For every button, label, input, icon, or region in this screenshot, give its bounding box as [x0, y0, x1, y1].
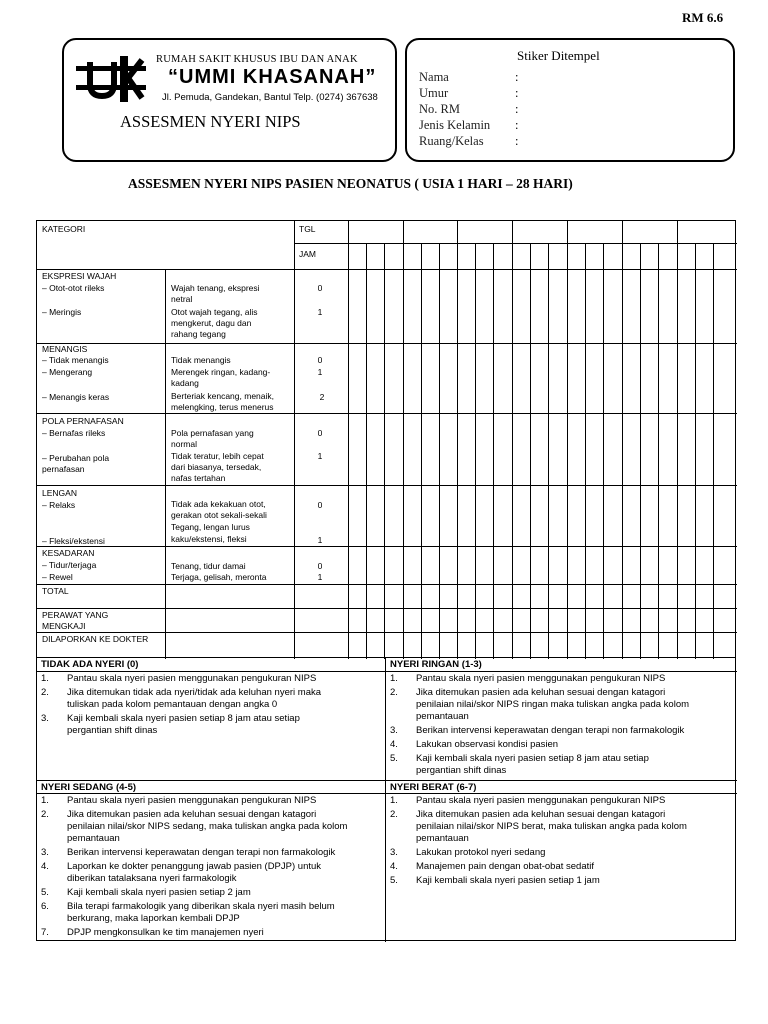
- category-desc: Berteriak kencang, menaik,: [171, 391, 274, 401]
- category-desc: Terjaga, gelisah, meronta: [171, 572, 267, 582]
- score-value: 1: [317, 535, 323, 545]
- guidance-item: [390, 809, 720, 845]
- hospital-type: RUMAH SAKIT KHUSUS IBU DAN ANAK: [156, 54, 358, 65]
- score-value: 0: [317, 428, 323, 438]
- category-desc: Merengek ringan, kadang-: [171, 367, 271, 377]
- grid-line: [585, 243, 586, 659]
- sticker-title: Stiker Ditempel: [517, 48, 600, 63]
- guidance-item-number: 4.: [390, 861, 398, 872]
- guidance-item-text: tuliskan pada kolom pemantauan dengan angka 0: [67, 699, 278, 710]
- guidance-item: [390, 673, 720, 685]
- category-label: pernafasan: [42, 464, 85, 474]
- category-label: – Meringis: [42, 307, 82, 317]
- category-desc: Tegang, lengan lurus: [171, 522, 250, 532]
- grid-line: [37, 632, 737, 633]
- guidance-item-number: 4.: [41, 861, 49, 872]
- row-perawat: MENGKAJI: [42, 621, 86, 631]
- grid-line: [457, 221, 458, 659]
- grid-line: [622, 221, 623, 659]
- guidance-item-text: DPJP mengkonsulkan ke tim manajemen nyeri: [67, 927, 264, 938]
- grid-line: [37, 485, 737, 486]
- category-desc: Tenang, tidur damai: [171, 561, 246, 571]
- guidance-item-text: diberikan tatalaksana nyeri farmakologik: [67, 873, 237, 884]
- guidance-item-text: Jika ditemukan pasien ada keluhan sesuai dengan katagori: [416, 809, 666, 820]
- grid-line: [713, 243, 714, 659]
- guidance-item: [390, 753, 720, 777]
- row-perawat: PERAWAT YANG: [42, 610, 109, 620]
- guidance-item: [390, 795, 720, 807]
- guidance-item-number: 1.: [41, 673, 49, 684]
- category-label: – Menangis keras: [42, 392, 110, 402]
- hospital-header-box: [62, 38, 397, 162]
- category-label: – Mengerang: [42, 367, 93, 377]
- grid-line: [294, 243, 737, 244]
- grid-line: [530, 243, 531, 659]
- category-label: – Bernafas rileks: [42, 428, 106, 438]
- guidance-item-number: 3.: [390, 847, 398, 858]
- grid-line: [294, 221, 295, 659]
- guidance-item-text: pergantian shift dinas: [67, 725, 158, 736]
- grid-line: [493, 243, 494, 659]
- guidance-item-text: Manajemen pain dengan obat-obat sedatif: [416, 861, 594, 872]
- guidance-item-number: 6.: [41, 901, 49, 912]
- grid-line: [348, 221, 349, 659]
- grid-line: [677, 221, 678, 659]
- grid-line: [439, 243, 440, 659]
- category-desc: kadang: [171, 378, 199, 388]
- score-value: 0: [317, 283, 323, 293]
- guidance-section: [36, 657, 736, 941]
- guidance-item-number: 2.: [390, 809, 398, 820]
- guidance-item-text: penilaian nilai/skor NIPS berat, maka tuliskan angka pada kolom: [416, 821, 687, 832]
- grid-line: [37, 584, 737, 585]
- guidance-item-text: Lakukan observasi kondisi pasien: [416, 739, 559, 750]
- row-dilaporkan: DILAPORKAN KE DOKTER: [42, 634, 149, 644]
- grid-line: [37, 608, 737, 609]
- guidance-item: [41, 927, 371, 939]
- category-label: – Tidur/terjaga: [42, 560, 97, 570]
- guidance-item: [41, 713, 371, 737]
- guidance-item: [390, 687, 720, 723]
- grid-line: [421, 243, 422, 659]
- guidance-item-text: penilaian nilai/skor NIPS ringan maka tuliskan angka pada kolom: [416, 699, 690, 710]
- patient-sticker-box: [405, 38, 735, 162]
- category-label: – Otot-otot rileks: [42, 283, 105, 293]
- guidance-item: [41, 809, 371, 845]
- grid-line: [37, 546, 737, 547]
- grid-line: [475, 243, 476, 659]
- sticker-field-ruang-kelas: Ruang/Kelas: [419, 134, 484, 148]
- grid-line: [165, 269, 166, 609]
- guidance-item-text: Kaji kembali skala nyeri pasien setiap 2 jam: [67, 887, 251, 898]
- guidance-item: [390, 861, 720, 873]
- grid-line: [37, 793, 737, 794]
- category-desc: Tidak menangis: [171, 355, 231, 365]
- guidance-item-text: Pantau skala nyeri pasien menggunakan pengukuran NIPS: [67, 795, 317, 806]
- guidance-item-text: penilaian nilai/skor NIPS sedang, maka tuliskan angka pada kolom: [67, 821, 348, 832]
- guidance-item-number: 2.: [41, 687, 49, 698]
- grid-line: [658, 243, 659, 659]
- grid-line: [37, 413, 737, 414]
- guidance-item-text: Laporkan ke dokter penanggung jawab pasien (DPJP) untuk: [67, 861, 322, 872]
- category-desc: Pola pernafasan yang: [171, 428, 254, 438]
- guidance-item: [41, 795, 371, 807]
- guidance-item: [390, 875, 720, 887]
- score-value: 0: [317, 500, 323, 510]
- sticker-colon: :: [515, 70, 519, 84]
- category-desc: Wajah tenang, ekspresi: [171, 283, 260, 293]
- sticker-colon: :: [515, 102, 519, 116]
- grid-line: [512, 221, 513, 659]
- guidance-item-text: Pantau skala nyeri pasien menggunakan pengukuran NIPS: [416, 673, 666, 684]
- category-label: – Relaks: [42, 500, 76, 510]
- sticker-colon: :: [515, 134, 519, 148]
- grid-line: [385, 658, 386, 942]
- grid-line: [695, 243, 696, 659]
- guidance-item-text: Kaji kembali skala nyeri pasien setiap 1 jam: [416, 875, 600, 886]
- guidance-item-number: 5.: [390, 875, 398, 886]
- section-ekspresi-wajah: EKSPRESI WAJAH: [42, 271, 117, 281]
- guidance-item: [41, 861, 371, 885]
- tidak-ada-nyeri-title: TIDAK ADA NYERI (0): [41, 659, 139, 670]
- category-desc: Tidak teratur, lebih cepat: [171, 451, 264, 461]
- sticker-field-no-rm: No. RM: [419, 102, 460, 116]
- grid-line: [37, 780, 737, 781]
- score-value: 2: [319, 392, 325, 402]
- guidance-item-text: Jika ditemukan pasien ada keluhan sesuai dengan katagori: [67, 809, 317, 820]
- sticker-colon: :: [515, 118, 519, 132]
- category-desc: kaku/ekstensi, fleksi: [171, 534, 247, 544]
- sticker-colon: :: [515, 86, 519, 100]
- guidance-item: [41, 847, 371, 859]
- guidance-item-number: 1.: [390, 673, 398, 684]
- sticker-field-umur: Umur: [419, 86, 449, 100]
- section-kesadaran: KESADARAN: [42, 548, 95, 558]
- guidance-item-text: Berikan intervensi keperawatan dengan terapi non farmakologik: [67, 847, 336, 858]
- assessment-table: [36, 220, 736, 658]
- guidance-item-number: 2.: [390, 687, 398, 698]
- guidance-item-text: pergantian shift dinas: [416, 765, 507, 776]
- hospital-logo-icon: [76, 54, 146, 104]
- grid-line: [366, 243, 367, 659]
- score-value: 1: [317, 307, 323, 317]
- category-label: – Fleksi/ekstensi: [42, 536, 105, 546]
- section-menangis: MENANGIS: [42, 344, 88, 354]
- header-jam: JAM: [299, 249, 316, 259]
- category-desc: melengking, terus menerus: [171, 402, 274, 412]
- category-label: – Tidak menangis: [42, 355, 109, 365]
- category-desc: netral: [171, 294, 193, 304]
- score-value: 0: [317, 561, 323, 571]
- guidance-item-number: 7.: [41, 927, 49, 938]
- header-kategori: KATEGORI: [42, 224, 86, 234]
- grid-line: [640, 243, 641, 659]
- guidance-item: [41, 901, 371, 925]
- guidance-item-text: Jika ditemukan pasien ada keluhan sesuai dengan katagori: [416, 687, 666, 698]
- guidance-item-text: Kaji kembali skala nyeri pasien setiap 8 jam atau setiap: [416, 753, 649, 764]
- guidance-item-text: Jika ditemukan tidak ada nyeri/tidak ada keluhan nyeri maka: [67, 687, 322, 698]
- sticker-field-nama: Nama: [419, 70, 449, 84]
- guidance-item-number: 5.: [390, 753, 398, 764]
- guidance-item-number: 4.: [390, 739, 398, 750]
- grid-line: [603, 243, 604, 659]
- category-desc: mengkerut, dagu dan: [171, 318, 252, 328]
- category-label: – Rewel: [42, 572, 73, 582]
- nyeri-ringan-title: NYERI RINGAN (1-3): [390, 659, 482, 670]
- score-value: 1: [317, 572, 323, 582]
- guidance-item-number: 5.: [41, 887, 49, 898]
- category-desc: Otot wajah tegang, alis: [171, 307, 258, 317]
- guidance-item-text: pemantauan: [67, 833, 120, 844]
- guidance-item-number: 3.: [41, 713, 49, 724]
- nyeri-berat-title: NYERI BERAT (6-7): [390, 782, 477, 793]
- sticker-field-jenis-kelamin: Jenis Kelamin: [419, 118, 491, 132]
- section-pola-pernafasan: POLA PERNAFASAN: [42, 416, 124, 426]
- grid-line: [37, 671, 737, 672]
- grid-line: [403, 221, 404, 659]
- guidance-item-text: pemantauan: [416, 711, 469, 722]
- category-desc: gerakan otot sekali-sekali: [171, 510, 267, 520]
- guidance-item-text: pemantauan: [416, 833, 469, 844]
- hospital-name: “UMMI KHASANAH”: [168, 66, 377, 88]
- guidance-item-number: 3.: [41, 847, 49, 858]
- row-total: TOTAL: [42, 586, 69, 596]
- guidance-item-number: 1.: [390, 795, 398, 806]
- grid-line: [37, 269, 737, 270]
- grid-line: [384, 243, 385, 659]
- main-title: ASSESMEN NYERI NIPS PASIEN NEONATUS ( USIA 1 HARI – 28 HARI): [128, 176, 573, 191]
- section-lengan: LENGAN: [42, 488, 77, 498]
- form-title: ASSESMEN NYERI NIPS: [120, 112, 301, 131]
- hospital-address: Jl. Pemuda, Gandekan, Bantul Telp. (0274) 367638: [162, 92, 378, 103]
- guidance-item: [390, 739, 720, 751]
- category-label: – Perubahan pola: [42, 453, 110, 463]
- score-value: 1: [317, 367, 323, 377]
- guidance-item-number: 3.: [390, 725, 398, 736]
- guidance-item-text: Pantau skala nyeri pasien menggunakan pengukuran NIPS: [67, 673, 317, 684]
- rm-code: RM 6.6: [682, 10, 724, 25]
- guidance-item: [41, 687, 371, 711]
- score-value: 1: [317, 451, 323, 461]
- grid-line: [548, 243, 549, 659]
- score-value: 0: [317, 355, 323, 365]
- grid-line: [37, 343, 737, 344]
- guidance-item-number: 2.: [41, 809, 49, 820]
- guidance-item: [390, 725, 720, 737]
- category-desc: Tidak ada kekakuan otot,: [171, 499, 266, 509]
- guidance-item: [41, 673, 371, 685]
- category-desc: nafas tertahan: [171, 473, 226, 483]
- guidance-item-text: Kaji kembali skala nyeri pasien setiap 8 jam atau setiap: [67, 713, 300, 724]
- guidance-item: [390, 847, 720, 859]
- category-desc: rahang tegang: [171, 329, 226, 339]
- guidance-item-text: Berikan intervensi keperawatan dengan terapi non farmakologik: [416, 725, 685, 736]
- guidance-item-number: 1.: [41, 795, 49, 806]
- guidance-item-text: Pantau skala nyeri pasien menggunakan pengukuran NIPS: [416, 795, 666, 806]
- nyeri-sedang-title: NYERI SEDANG (4-5): [41, 782, 137, 793]
- guidance-item: [41, 887, 371, 899]
- category-desc: dari biasanya, tersedak,: [171, 462, 262, 472]
- guidance-item-text: Bila terapi farmakologik yang diberikan skala nyeri masih belum: [67, 901, 335, 912]
- grid-line: [165, 608, 166, 659]
- grid-line: [567, 221, 568, 659]
- guidance-item-text: Lakukan protokol nyeri sedang: [416, 847, 546, 858]
- category-desc: normal: [171, 439, 197, 449]
- guidance-item-text: berkurang, maka laporkan kembali DPJP: [67, 913, 240, 924]
- header-tgl: TGL: [299, 224, 316, 234]
